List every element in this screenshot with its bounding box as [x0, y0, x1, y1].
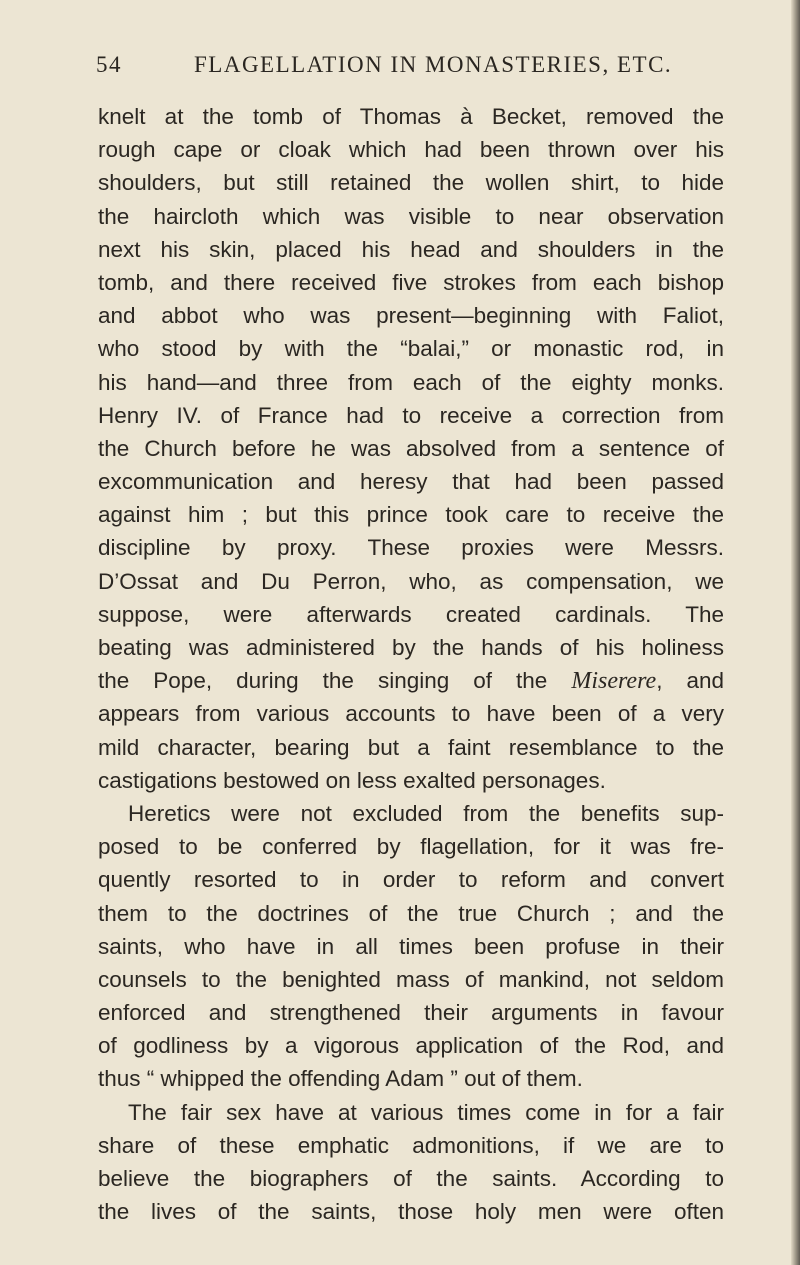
text-line: his hand—and three from each of the eighty monks.: [98, 369, 724, 395]
text-line: counsels to the benighted mass of mankind, not seldom: [98, 966, 724, 992]
text-line: posed to be conferred by flagellation, for it was fre-: [98, 834, 724, 860]
text-line: beating was administered by the hands of his holiness: [98, 635, 724, 660]
text-line: and abbot who was present—beginning with Faliot,: [98, 303, 724, 329]
running-title: FLAGELLATION IN MONASTERIES, ETC.: [194, 52, 673, 77]
text-line: Henry IV. of France had to receive a correction from: [98, 402, 724, 428]
text-line: next his skin, placed his head and shoulders in the: [98, 236, 724, 262]
text-line: share of these emphatic admonitions, if we are to: [98, 1132, 724, 1158]
text-line: shoulders, but still retained the wollen shirt, to hide: [98, 170, 724, 196]
text-line: rough cape or cloak which had been thrown over his: [98, 137, 724, 163]
text-line: mild character, bearing but a faint resemblance to the: [98, 734, 724, 760]
italic-miserere: Miserere: [571, 668, 657, 695]
text-line: discipline by proxy. These proxies were Messrs.: [98, 535, 724, 561]
text-line: thus “ whipped the offending Adam ” out of them.: [98, 1066, 583, 1092]
text-line: appears from various accounts to have been of a very: [98, 701, 724, 727]
text-line: the lives of the saints, those holy men were often: [98, 1199, 724, 1225]
text-line: the Church before he was absolved from a sentence of: [98, 435, 724, 461]
text-line: of godliness by a vigorous application of the Rod, and: [98, 1033, 724, 1059]
body-text: [98, 100, 724, 1228]
text-line: saints, who have in all times been profuse in their: [98, 933, 724, 959]
text-line: castigations bestowed on less exalted personages.: [98, 767, 606, 793]
text-line: Heretics were not excluded from the benefits sup-: [128, 800, 724, 826]
text-line: tomb, and there received five strokes from each bishop: [98, 269, 724, 295]
running-head: [96, 52, 736, 92]
text-line: The fair sex have at various times come in for a fair: [128, 1099, 724, 1125]
text-line: excommunication and heresy that had been passed: [98, 469, 724, 495]
text-line: who stood by with the “balai,” or monastic rod, in: [98, 336, 724, 362]
text-line: quently resorted to in order to reform and convert: [98, 867, 724, 893]
text-line: against him ; but this prince took care to receive the: [98, 502, 724, 528]
text-line: suppose, were afterwards created cardinals. The: [98, 601, 724, 627]
text-line: them to the doctrines of the true Church ; and the: [98, 900, 724, 926]
text-line: the haircloth which was visible to near observation: [98, 203, 724, 229]
text-line: enforced and strengthened their arguments in favour: [98, 1000, 724, 1026]
text-line: D’Ossat and Du Perron, who, as compensation, we: [98, 568, 724, 594]
text-line: believe the biographers of the saints. According to: [98, 1166, 724, 1191]
page-number: 54: [96, 52, 122, 77]
text-line-miserere: [98, 664, 724, 697]
text-segment: the Pope, during the singing of the: [98, 668, 572, 694]
text-segment: , and: [656, 668, 724, 694]
text-line: knelt at the tomb of Thomas à Becket, removed the: [98, 104, 724, 129]
page-edge: [791, 0, 800, 1265]
